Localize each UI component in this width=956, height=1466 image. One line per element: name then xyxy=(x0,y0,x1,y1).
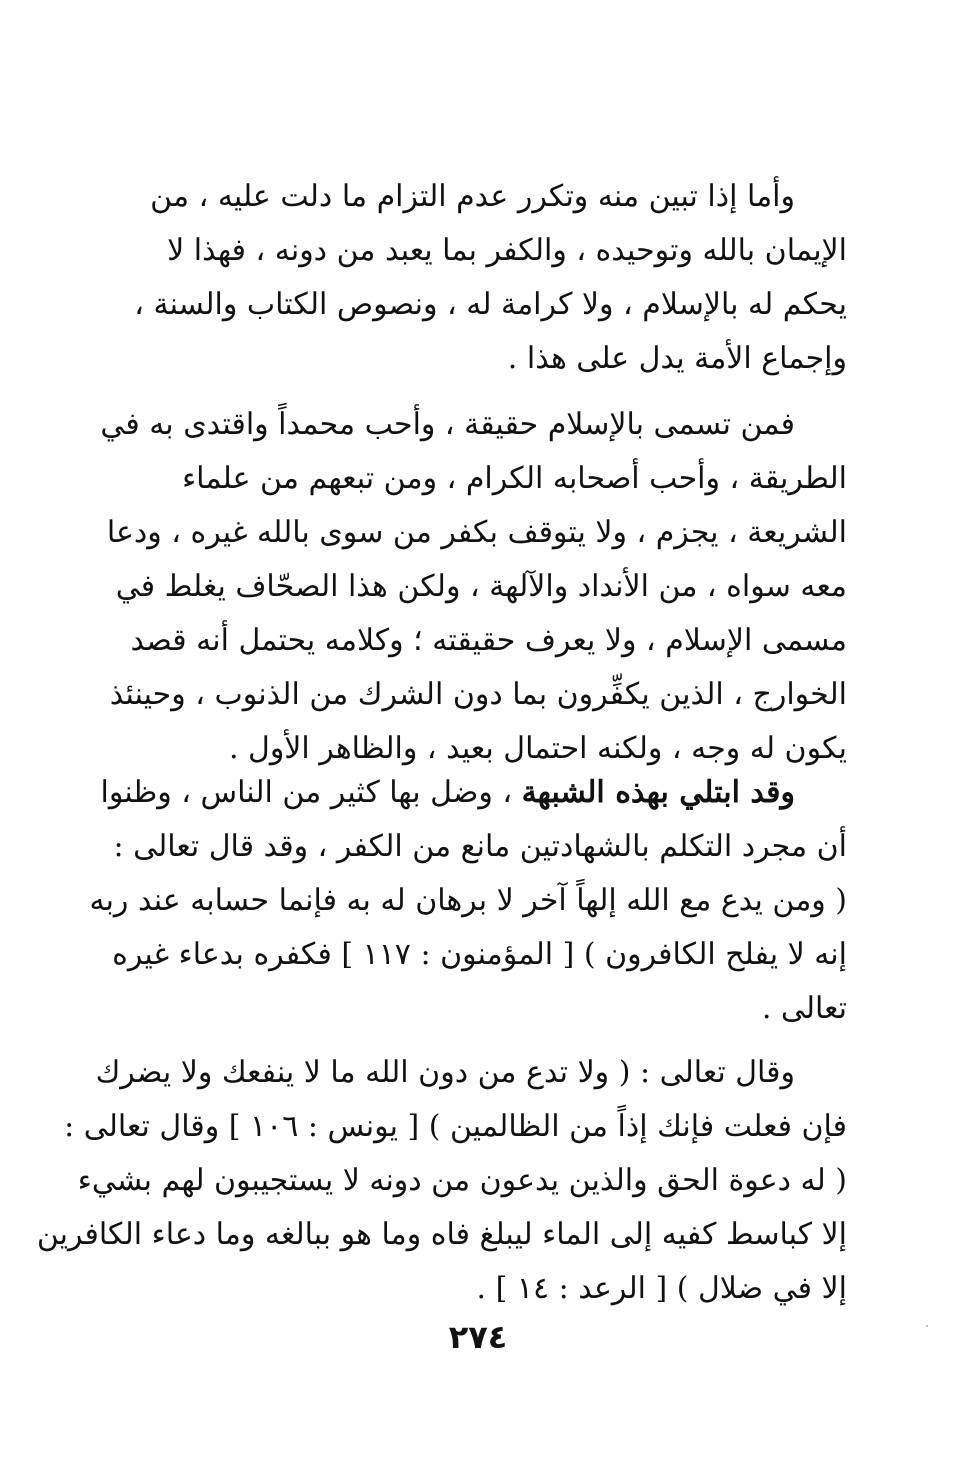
text-run: ، وضل بها كثير من الناس ، وظنوا xyxy=(100,775,522,810)
page-number: ٢٧٤ xyxy=(448,1318,508,1356)
text-line: وقال تعالى : ( ولا تدع من دون الله ما لا ينفعك ولا يضرك xyxy=(95,1055,795,1090)
text-line xyxy=(100,766,847,820)
text-line: يحكم له بالإسلام ، ولا كرامة له ، ونصوص الكتاب والسنة ، xyxy=(134,287,847,322)
text-line: الطريقة ، وأحب أصحابه الكرام ، ومن تبعهم من علماء xyxy=(182,461,847,496)
scan-speck xyxy=(926,1325,928,1327)
text-line: وأما إذا تبين منه وتكرر عدم التزام ما دلت عليه ، من xyxy=(150,179,795,214)
text-line: مسمى الإسلام ، ولا يعرف حقيقته ؛ وكلامه يحتمل أنه قصد xyxy=(130,623,847,658)
text-line: الإيمان بالله وتوحيده ، والكفر بما يعبد من دونه ، فهذا لا xyxy=(167,233,847,268)
text-line: معه سواه ، من الأنداد والآلهة ، ولكن هذا الصحّاف يغلط في xyxy=(115,569,847,604)
text-line: إلا في ضلال ) [ الرعد : ١٤ ] . xyxy=(476,1271,847,1306)
text-line: إلا كباسط كفيه إلى الماء ليبلغ فاه وما هو ببالغه وما دعاء الكافرين xyxy=(36,1217,847,1252)
paragraph-2 xyxy=(100,398,847,776)
text-line: وإجماع الأمة يدل على هذا . xyxy=(507,341,847,376)
text-line: فإن فعلت فإنك إذاً من الظالمين ) [ يونس : ١٠٦ ] وقال تعالى : xyxy=(64,1109,847,1144)
paragraph-4 xyxy=(36,1046,847,1316)
text-line: ( له دعوة الحق والذين يدعون من دونه لا يستجيبون لهم بشيء xyxy=(77,1163,847,1198)
text-line: تعالى . xyxy=(761,991,847,1026)
text-line: ( ومن يدع مع الله إلهاً آخر لا برهان له به فإنما حسابه عند ربه xyxy=(89,883,847,918)
text-line: أن مجرد التكلم بالشهادتين مانع من الكفر ، وقد قال تعالى : xyxy=(113,829,847,864)
bold-lead-phrase: وقد ابتلي بهذه الشبهة xyxy=(521,775,795,810)
text-line: الخوارج ، الذين يكفِّرون بما دون الشرك من الذنوب ، وحينئذ xyxy=(109,677,847,712)
text-line: الشريعة ، يجزم ، ولا يتوقف بكفر من سوى بالله غيره ، ودعا xyxy=(106,515,847,550)
text-line: يكون له وجه ، ولكنه احتمال بعيد ، والظاهر الأول . xyxy=(228,731,847,766)
paragraph-3 xyxy=(89,766,847,1036)
text-line: إنه لا يفلح الكافرون ) [ المؤمنون : ١١٧ ] فكفره بدعاء غيره xyxy=(112,937,847,972)
text-line: فمن تسمى بالإسلام حقيقة ، وأحب محمداً واقتدى به في xyxy=(100,407,795,442)
paragraph-1 xyxy=(100,170,847,386)
